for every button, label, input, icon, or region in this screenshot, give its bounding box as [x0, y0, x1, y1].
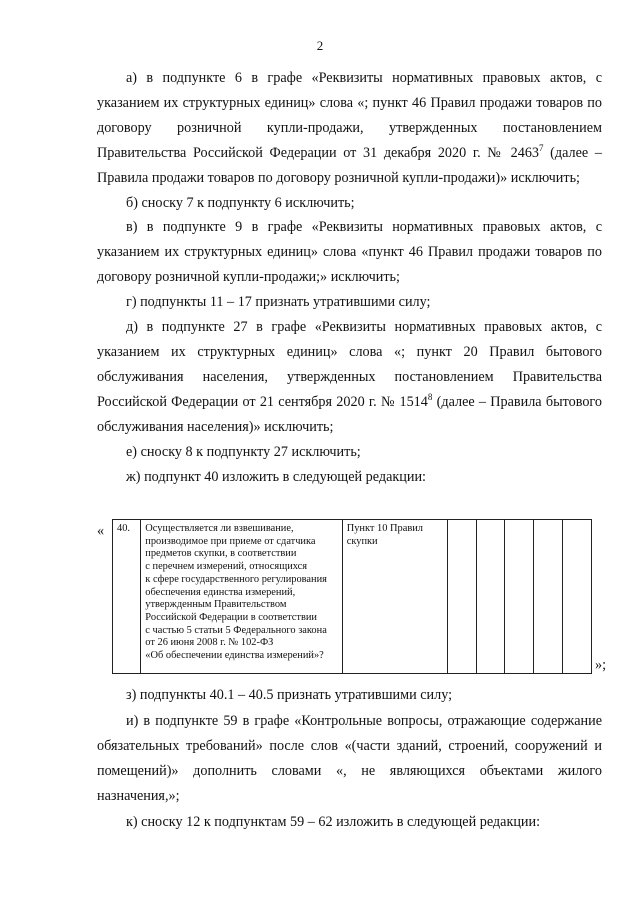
quote-open: « [97, 523, 105, 539]
item-number-cell: 40. [113, 520, 141, 674]
paragraph-d: д) в подпункте 27 в графе «Реквизиты нормативных правовых актов, с указанием их структурных единиц» слова «; пункт 20 Правил бытового обслуживания населения, утвержденных постановлением Правительства Российской Федерации от 21 сентября 2020 г. № 1514$^8$ (далее – Правила бытового обслуживания населения)» исключить; [97, 319, 602, 435]
table-row [113, 520, 592, 674]
paragraph-v: в) в подпункте 9 в графе «Реквизиты нормативных правовых актов, с указанием их структурных единиц» слова «пункт 46 Правил продажи товаров по договору розничной купли-продажи;» исключить; [97, 219, 602, 286]
question-cell: Осуществляется ли взвешивание, производимое при приеме от сдатчика предметов скупки, в соответствии с перечнем измерений, относящихся к сфере государственного регулирования обеспечения единства измерений, утвержденным Правительством Российской Федерации в соответствии с частью 5 статьи 5 Федерального закона от 26 июня 2008 г. № 102-ФЗ «Об обеспечении единства измерений»? [141, 520, 342, 674]
paragraph-b: б) сноску 7 к подпункту 6 исключить; [126, 194, 355, 211]
empty-cell [534, 520, 563, 674]
paragraph-zh: ж) подпункт 40 изложить в следующей редакции: [126, 468, 427, 485]
document-body-bottom [97, 683, 602, 834]
checklist-table [112, 519, 592, 674]
paragraph-k: к) сноску 12 к подпунктам 59 – 62 изложить в следующей редакции: [126, 813, 541, 830]
page-number: 2 [316, 38, 324, 53]
paragraph-a: а) в подпункте 6 в графе «Реквизиты нормативных правовых актов, с указанием их структурных единиц» слова «; пункт 46 Правил продажи товаров по договору розничной купли-продажи, утвержденных постановлением Правительства Российской Федерации от 31 декабря 2020 г. № 2463$^7$ (далее – Правила продажи товаров по договору розничной купли-продажи)» исключить; [97, 70, 602, 186]
empty-cell [476, 520, 505, 674]
paragraph-e: е) сноску 8 к подпункту 27 исключить; [126, 443, 361, 460]
empty-cell [563, 520, 592, 674]
reference-cell: Пункт 10 Правил скупки [342, 520, 447, 674]
paragraph-z: з) подпункты 40.1 – 40.5 признать утратившими силу; [126, 687, 453, 703]
footnote-ref-7: 7 [539, 142, 544, 153]
amended-item-block [97, 517, 621, 677]
footnote-ref-8: 8 [427, 391, 433, 402]
document-body-top [97, 66, 602, 489]
empty-cell [447, 520, 476, 674]
quote-close: »; [595, 657, 607, 673]
paragraph-g: г) подпункты 11 – 17 признать утратившими силу; [126, 294, 431, 311]
paragraph-i: и) в подпункте 59 в графе «Контрольные вопросы, отражающие содержание обязательных требований» после слов «(части зданий, строений, сооружений и помещений)» дополнить словами «, не являющихся объектами жилого назначения,»; [97, 712, 602, 804]
empty-cell [505, 520, 534, 674]
